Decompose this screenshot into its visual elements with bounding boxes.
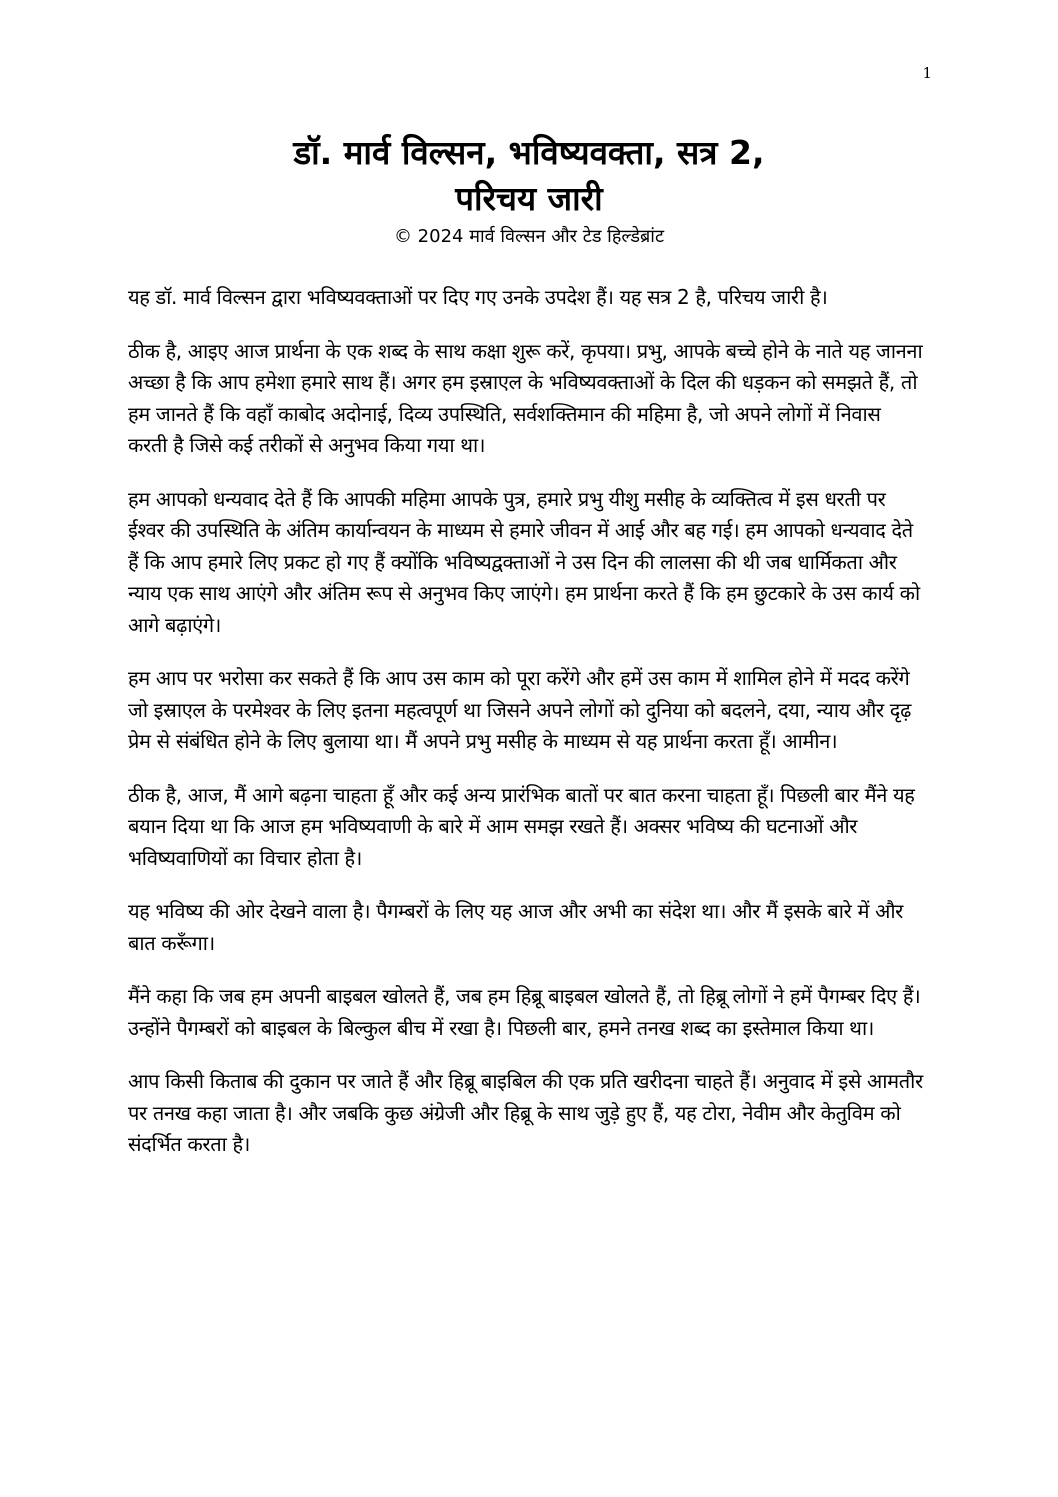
document-body [128, 282, 924, 1183]
paragraph: हम आप पर भरोसा कर सकते हैं कि आप उस काम को पूरा करेंगे और हमें उस काम में शामिल होने में मदद करेंगे जो इस्राएल के परमेश्वर के लिए इतना महत्वपूर्ण था जिसने अपने लोगों को दुनिया को बदलने, दया, न्याय और दृढ़ प्रेम से संबंधित होने के लिए बुलाया था। मैं अपने प्रभु मसीह के माध्यम से यह प्रार्थना करता हूँ। आमीन। [128, 666, 911, 753]
copyright-line: © 2024 मार्व विल्सन और टेड हिल्डेब्रांट [393, 226, 665, 247]
paragraph: ठीक है, आज, मैं आगे बढ़ना चाहता हूँ और कई अन्य प्रारंभिक बातों पर बात करना चाहता हूँ। पिछली बार मैंने यह बयान दिया था कि आज हम भविष्यवाणी के बारे में आम समझ रखते हैं। अक्सर भविष्य की घटनाओं और भविष्यवाणियों का विचार होता है। [128, 782, 915, 870]
paragraph: यह भविष्य की ओर देखने वाला है। पैगम्बरों के लिए यह आज और अभी का संदेश था। और मैं इसके बारे में और बात करूँगा। [128, 899, 904, 955]
paragraph: आप किसी किताब की दुकान पर जाते हैं और हिब्रू बाइबिल की एक प्रति खरीदना चाहते हैं। अनुवाद में इसे आमतौर पर तनख कहा जाता है। और जबकि कुछ अंग्रेजी और हिब्रू के साथ जुड़े हुए हैं, यह टोरा, नेवीम और केतुविम को संदर्भित करता है। [128, 1069, 923, 1156]
paragraph: ठीक है, आइए आज प्रार्थना के एक शब्द के साथ कक्षा शुरू करें, कृपया। प्रभु, आपके बच्चे होने के नाते यह जानना अच्छा है कि आप हमेशा हमारे साथ हैं। अगर हम इस्राएल के भविष्यवक्ताओं के दिल की धड़कन को समझते हैं, तो हम जानते हैं कि वहाँ काबोद अदोनाई, दिव्य उपस्थिति, सर्वशक्तिमान की महिमा है, जो अपने लोगों में निवास करती है जिसे कई तरीकों से अनुभव किया गया था। [128, 338, 923, 457]
title-line-1: डॉ. मार्व विल्सन, भविष्यवक्ता, सत्र 2, [293, 133, 765, 172]
document-header [120, 130, 938, 250]
paragraph: मैंने कहा कि जब हम अपनी बाइबल खोलते हैं, जब हम हिब्रू बाइबल खोलते हैं, तो हिब्रू लोगों ने हमें पैगम्बर दिए हैं। उन्होंने पैगम्बरों को बाइबल के बिल्कुल बीच में रखा है। पिछली बार, हमने तनख शब्द का इस्तेमाल किया था। [128, 984, 921, 1040]
title-line-2: परिचय जारी [455, 179, 603, 218]
paragraph: यह डॉ. मार्व विल्सन द्वारा भविष्यवक्ताओं पर दिए गए उनके उपदेश हैं। यह सत्र 2 है, परिचय जारी है। [128, 285, 828, 309]
page-number: 1 [922, 64, 932, 82]
paragraph: हम आपको धन्यवाद देते हैं कि आपकी महिमा आपके पुत्र, हमारे प्रभु यीशु मसीह के व्यक्तित्व में इस धरती पर ईश्वर की उपस्थिति के अंतिम कार्यान्वयन के माध्यम से हमारे जीवन में आई और बह गई। हम आपको धन्यवाद देते हैं कि आप हमारे लिए प्रकट हो गए हैं क्योंकि भविष्यद्वक्ताओं ने उस दिन की लालसा की थी जब धार्मिकता और न्याय एक साथ आएंगे और अंतिम रूप से अनुभव किए जाएंगे। हम प्रार्थना करते हैं कि हम छुटकारे के उस कार्य को आगे बढ़ाएंगे। [128, 486, 920, 637]
document-title [120, 130, 938, 222]
